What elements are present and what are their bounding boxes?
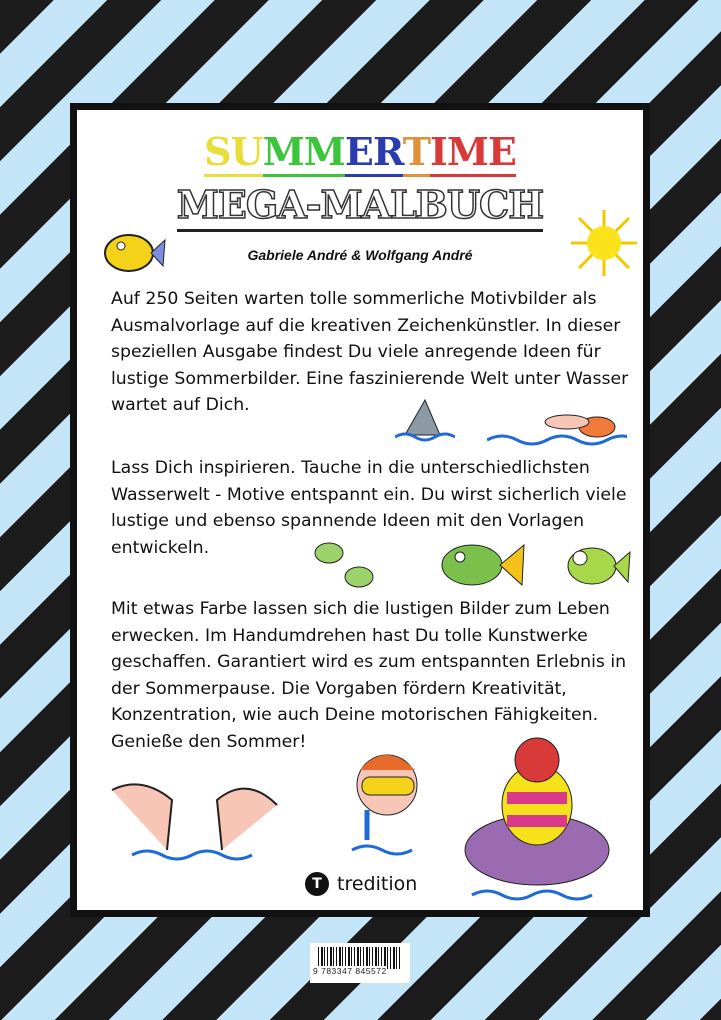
title-part: T — [403, 129, 430, 177]
subtitle — [77, 182, 643, 227]
tube-kid-illustration — [462, 730, 617, 905]
paragraph-1: Auf 250 Seiten warten tolle sommerliche Motivbilder als Ausmalvorlage auf die kreativen Zeichenkünstler. In dieser speziellen Ausgabe findest Du viele anregende Ideen für lustige Sommerbilder. Eine faszinierende Welt unter Wasser wartet auf Dich. — [111, 289, 629, 415]
publisher-name: tredition — [337, 873, 418, 895]
swimmer-illustration — [487, 402, 627, 447]
authors: Gabriele André & Wolfgang André — [247, 247, 473, 263]
bubble-fish-illustration — [562, 538, 632, 593]
snorkel-boy-illustration — [332, 735, 432, 860]
fish-illustration — [99, 228, 169, 278]
tredition-logo-icon: T — [305, 872, 329, 896]
shark-fin-illustration — [395, 395, 455, 445]
isbn-barcode — [310, 943, 410, 983]
sun-illustration — [569, 208, 639, 278]
paragraph-2: Lass Dich inspirieren. Tauche in die unterschiedlichsten Wasserwelt - Motive entspannt ein. Du wirst sicherlich viele lustige und ebenso spannende Ideen mit den Vorlagen entwickeln. — [111, 458, 627, 558]
title-part: SU — [204, 129, 263, 177]
back-cover-panel — [70, 103, 650, 917]
green-fish-illustration — [432, 535, 527, 595]
title-summertime — [77, 129, 643, 174]
isbn-number: 9 783347 845572 — [313, 966, 387, 976]
diving-legs-illustration — [102, 770, 287, 865]
title-part: ER — [345, 129, 403, 177]
subtitle-text: MEGA-MALBUCH — [177, 182, 543, 232]
title-part: IME — [430, 129, 516, 177]
paragraph-3: Mit etwas Farbe lassen sich die lustigen Bilder zum Leben erwecken. Im Handumdrehen hast Du tolle Kunstwerke geschaffen. Garantiert wird es zum entspannten Erlebnis in der Sommerpause. Die Vorgaben fördern Kreativität, Konzentration, wie auch Deine motorischen Fähigkeiten. Genieße den Sommer! — [111, 599, 627, 752]
publisher-logo — [305, 872, 417, 896]
frogs-illustration — [307, 535, 387, 595]
title-part: MM — [263, 129, 345, 177]
